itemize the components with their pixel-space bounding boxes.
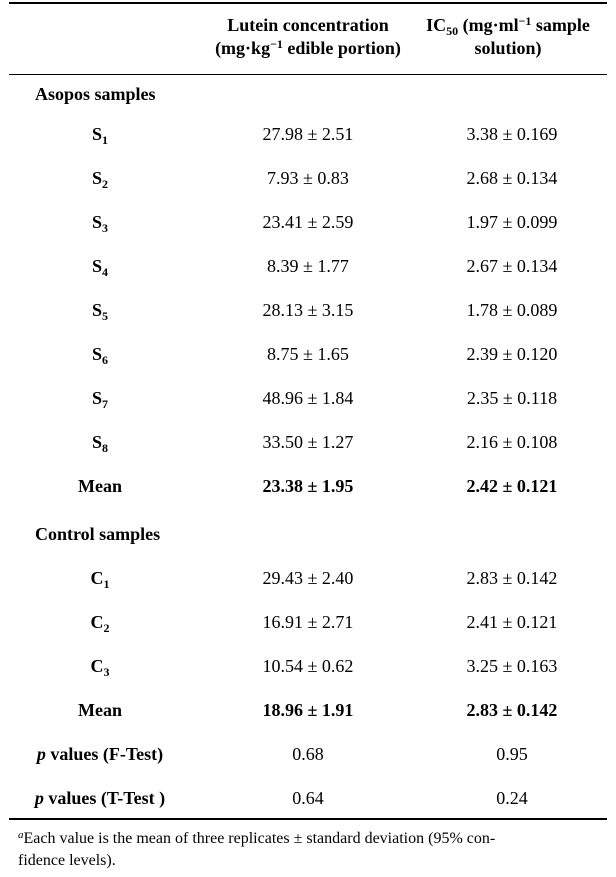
pvalue-row [0,739,616,769]
pvalue-row [0,783,616,813]
sample-label [0,383,200,413]
header-ic50-unit: (mg·ml [458,15,519,35]
sample-prefix: C [90,568,104,588]
sample-label [0,607,200,637]
ic50-value: 2.67 ± 0.134 [466,256,558,276]
table-row [0,339,616,369]
header-ic50-unit-exponent: −1 [518,14,532,28]
pvalue-p: p [36,744,46,764]
sample-prefix: S [91,212,102,232]
header-ic50-subscript: 50 [446,24,459,38]
mean-lutein-value: 23.38 ± 1.95 [262,476,354,496]
sample-label [0,251,200,281]
sample-subscript: 1 [103,577,110,591]
header-lutein-unit-exponent: −1 [270,37,283,51]
sample-label [0,119,200,149]
sample-prefix: S [91,124,102,144]
pvalue-test-name: values (F-Test) [45,744,164,764]
pvalue-p: p [34,788,44,808]
sample-prefix: S [91,300,102,320]
lutein-value: 16.91 ± 2.71 [262,612,354,632]
ic50-value: 1.78 ± 0.089 [466,300,558,320]
sample-label [0,163,200,193]
header-lutein-line1: Lutein concentration [227,15,389,35]
mean-ic50-value: 2.83 ± 0.142 [466,700,558,720]
sample-subscript: 7 [102,397,108,411]
ic50-value: 2.83 ± 0.142 [466,568,558,588]
lutein-value: 23.41 ± 2.59 [262,212,354,232]
sample-prefix: S [91,256,102,276]
sample-subscript: 2 [102,177,108,191]
lutein-value: 8.39 ± 1.77 [267,256,349,276]
sample-prefix: S [91,388,102,408]
table-row [0,207,616,237]
sample-prefix: S [91,344,102,364]
header-ic50 [405,14,611,60]
pvalue-lutein: 0.64 [292,788,324,808]
mean-label: Mean [78,700,122,720]
sample-subscript: 8 [102,441,108,455]
lutein-value: 27.98 ± 2.51 [262,124,354,144]
ic50-value: 2.16 ± 0.108 [466,432,558,452]
mean-ic50-value: 2.42 ± 0.121 [466,476,558,496]
lutein-value: 48.96 ± 1.84 [262,388,354,408]
header-lutein-unit: (mg·kg [215,38,271,58]
pvalue-lutein: 0.68 [292,744,324,764]
lutein-value: 7.93 ± 0.83 [267,168,349,188]
sample-subscript: 1 [102,133,108,147]
section-header-row [0,79,616,109]
pvalue-test-name: values (T-Test ) [43,788,166,808]
table-row [0,163,616,193]
mean-label: Mean [78,476,122,496]
lutein-value: 10.54 ± 0.62 [262,656,354,676]
header-lutein-concentration [196,14,420,60]
header-ic50-ic: IC [426,15,447,35]
sample-prefix: S [91,432,102,452]
mean-lutein-value: 18.96 ± 1.91 [262,700,354,720]
section-header-row [0,519,616,549]
sample-label [0,563,200,593]
sample-label [0,651,200,681]
table-bottom-rule [9,818,607,820]
pvalue-label [0,739,200,769]
table-row [0,119,616,149]
sample-prefix: C [90,612,104,632]
sample-label [0,207,200,237]
pvalue-ic50: 0.24 [496,788,528,808]
table-row [0,295,616,325]
table-row [0,427,616,457]
lutein-value: 8.75 ± 1.65 [267,344,349,364]
sample-label [0,339,200,369]
table-row [0,651,616,681]
mean-row [0,695,616,725]
pvalue-label [0,783,200,813]
sample-label [0,295,200,325]
ic50-value: 2.39 ± 0.120 [466,344,558,364]
mean-row [0,471,616,501]
section-title: Asopos samples [35,84,156,104]
header-ic50-line2: solution) [474,38,542,58]
table-row [0,563,616,593]
ic50-value: 2.68 ± 0.134 [466,168,558,188]
section-title: Control samples [35,524,161,544]
sample-label [0,427,200,457]
sample-subscript: 2 [103,621,110,635]
ic50-value: 3.25 ± 0.163 [466,656,558,676]
footnote-line1: Each value is the mean of three replicates ± standard deviation (95% con- [23,830,496,847]
sample-subscript: 4 [102,265,108,279]
lutein-value: 29.43 ± 2.40 [262,568,354,588]
header-rule [9,74,607,75]
footnote [18,828,608,872]
table-row [0,607,616,637]
header-ic50-sample: sample [531,15,590,35]
lutein-value: 28.13 ± 3.15 [262,300,354,320]
sample-subscript: 3 [103,665,110,679]
table-top-rule [9,2,607,4]
ic50-value: 1.97 ± 0.099 [466,212,558,232]
sample-subscript: 6 [102,353,108,367]
ic50-value: 2.35 ± 0.118 [466,388,558,408]
table-row [0,251,616,281]
sample-subscript: 5 [102,309,108,323]
footnote-marker: a [18,829,24,841]
ic50-value: 2.41 ± 0.121 [466,612,558,632]
sample-subscript: 3 [102,221,108,235]
table-row [0,383,616,413]
sample-prefix: S [91,168,102,188]
lutein-value: 33.50 ± 1.27 [262,432,354,452]
pvalue-ic50: 0.95 [496,744,528,764]
header-lutein-unit-rest: edible portion) [282,38,401,58]
ic50-value: 3.38 ± 0.169 [466,124,558,144]
footnote-line2: fidence levels). [18,852,116,869]
sample-prefix: C [90,656,104,676]
